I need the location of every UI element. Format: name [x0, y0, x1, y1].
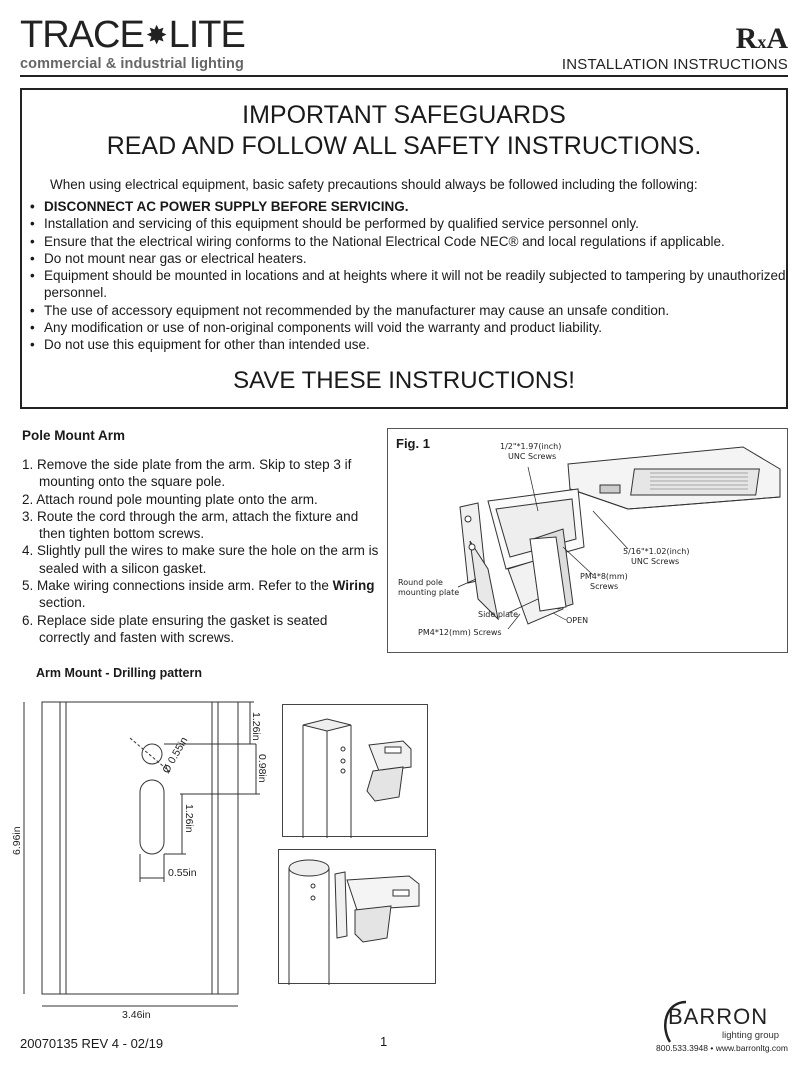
barron-contact: 800.533.3948 • www.barronltg.com [656, 1043, 788, 1053]
list-item: • Any modification or use of non-original components will void the warranty and product liability. [28, 319, 786, 336]
product-code [736, 22, 788, 56]
logo-left-text: TRACE [20, 14, 144, 56]
callout-pm48-2: Screws [590, 582, 619, 591]
callout-unc-top-1: 1/2"*1.97(inch) [500, 442, 562, 451]
step-item: 6. Replace side plate ensuring the gasket is seated correctly and fasten with screws. [22, 612, 328, 645]
figure-label: Fig. 1 [396, 436, 430, 451]
round-pole-mount-illustration [278, 849, 436, 984]
safeguards-box [20, 88, 788, 409]
step-item [22, 577, 382, 612]
safeguards-intro: When using electrical equipment, basic safety precautions should always be followed including the following: [50, 177, 698, 192]
arm-plate-outline [42, 702, 238, 994]
callout-round-2: mounting plate [398, 588, 460, 597]
list-item: • Do not mount near gas or electrical heaters. [28, 250, 786, 267]
wiring-reference: Wiring [332, 578, 375, 594]
mount-hole [142, 744, 162, 764]
callout-unc-right-1: 5/16"*1.02(inch) [623, 547, 690, 556]
fixture-head [568, 447, 780, 509]
dim-slot-length: 1.26in [183, 804, 195, 833]
list-item: • The use of accessory equipment not recommended by the manufacturer may cause an unsafe condition. [28, 302, 786, 319]
page-number: 1 [380, 1034, 388, 1049]
dim-slot-offset: 0.98in [256, 754, 268, 783]
list-item: • Equipment should be mounted in locations and at heights where it will not be readily subjected to tampering by unauthorized personnel. [28, 267, 786, 302]
fixture-illustration [388, 429, 789, 654]
pole-mount-steps [22, 456, 382, 646]
tracelite-logo [20, 16, 245, 72]
figure-1 [387, 428, 788, 653]
safeguards-title: IMPORTANT SAFEGUARDS [242, 101, 566, 129]
callout-open: OPEN [566, 616, 589, 625]
callout-unc-right-2: UNC Screws [631, 557, 680, 566]
round-pole-plate [460, 503, 498, 619]
callout-pm412: PM4*12(mm) Screws [418, 628, 502, 637]
pole-mount-title: Pole Mount Arm [22, 428, 125, 443]
barron-subtitle: lighting group [722, 1030, 780, 1041]
logo-right-text: LITE [168, 14, 245, 56]
step-item: 2. Attach round pole mounting plate onto the arm. [22, 491, 318, 507]
drilling-pattern-diagram [11, 690, 278, 1025]
doc-number: 20070135 REV 4 - 02/19 [20, 1036, 164, 1051]
safeguards-list [28, 198, 786, 354]
logo-wordmark [20, 16, 245, 54]
product-code-a: A [766, 22, 788, 55]
square-pole-mount-illustration [282, 704, 428, 837]
list-item: • Ensure that the electrical wiring conforms to the National Electrical Code NEC® and local regulations if applicable. [28, 233, 786, 250]
list-item: • Do not use this equipment for other than intended use. [28, 336, 786, 353]
product-code-r: R [735, 22, 758, 55]
callout-unc-top-2: UNC Screws [508, 452, 557, 461]
list-item: • DISCONNECT AC POWER SUPPLY BEFORE SERVICING. [28, 198, 786, 215]
step5-suffix: section. [39, 595, 86, 611]
star-icon: ✸ [145, 20, 167, 50]
dim-slot-width: 0.55in [168, 867, 197, 879]
step5-text: 5. Make wiring connections inside arm. Refer to the [22, 578, 333, 594]
callout-round-1: Round pole [398, 578, 443, 587]
callout-pm48-1: PM4*8(mm) [580, 572, 628, 581]
header-divider [20, 75, 788, 77]
dim-hole-diameter: Ø 0.55in [160, 735, 191, 776]
dim-top-offset: 1.26in [250, 712, 262, 741]
safeguards-subtitle: READ AND FOLLOW ALL SAFETY INSTRUCTIONS. [106, 132, 702, 160]
callout-side-plate: Side plate [478, 610, 519, 619]
mount-slot [140, 780, 164, 854]
dim-height: 6.96in [11, 826, 23, 855]
dim-width: 3.46in [122, 1009, 151, 1021]
document-title: INSTALLATION INSTRUCTIONS [561, 56, 788, 73]
list-item: • Installation and servicing of this equipment should be performed by qualified service personnel only. [28, 215, 786, 232]
save-instructions: SAVE THESE INSTRUCTIONS! [233, 366, 575, 394]
step-item: 3. Route the cord through the arm, attach the fixture and then tighten bottom screws. [22, 508, 359, 542]
logo-tagline: commercial & industrial lighting [20, 56, 244, 72]
step-item: 1. Remove the side plate from the arm. Skip to step 3 if mounting onto the square pole. [22, 457, 352, 490]
step-item: 4. Slightly pull the wires to make sure the hole on the arm is sealed with a silicon gasket. [22, 543, 379, 576]
drilling-title: Arm Mount - Drilling pattern [36, 666, 202, 680]
product-code-x: x [757, 32, 767, 52]
barron-name: BARRON [668, 1004, 769, 1029]
